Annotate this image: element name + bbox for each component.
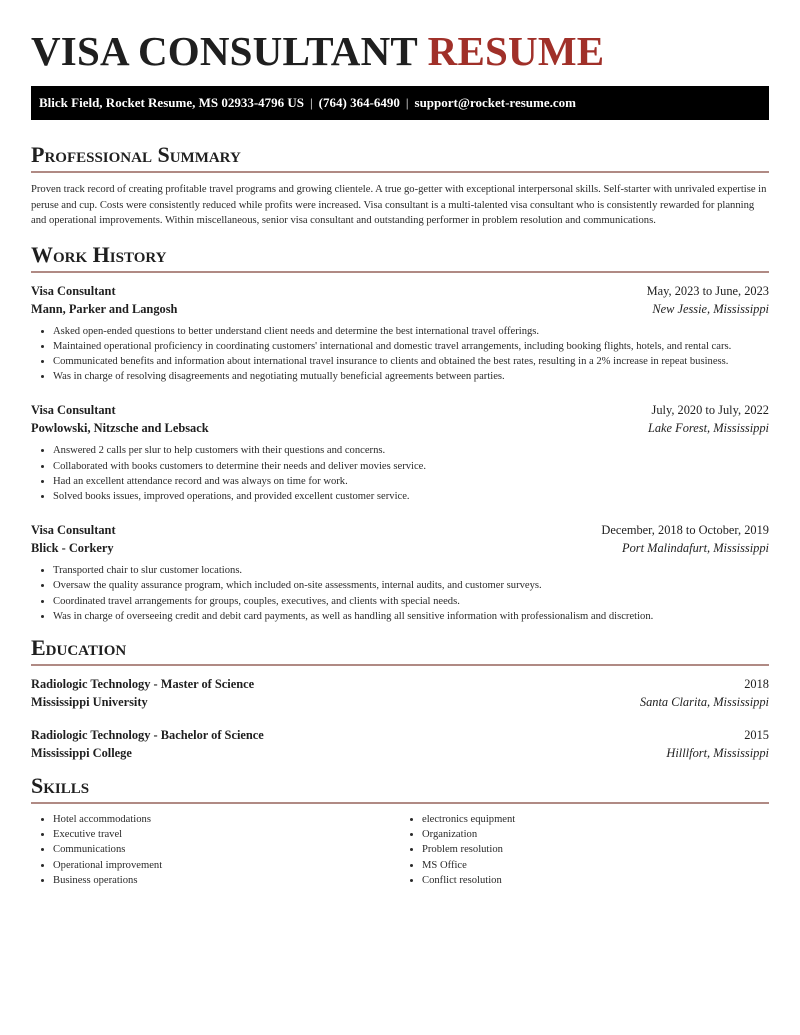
skill-item: • Executive travel [53,827,400,842]
skill-item: • Organization [422,827,769,842]
degree: Radiologic Technology - Bachelor of Science [31,727,264,742]
job-bullet: • Coordinated travel arrangements for groups, couples, executives, and clients with special needs. [53,594,769,609]
skills-column-left [31,812,400,888]
skill-item: • Communications [53,842,400,857]
summary-heading: Professional Summary [31,142,769,173]
job-bullet: • Maintained operational proficiency in coordinating customers' international and domestic travel arrangements, including booking flights, hotels, and rental cars. [53,339,769,354]
school-name: Mississippi University [31,694,148,709]
job-location: Lake Forest, Mississippi [647,421,769,436]
job-bullet: • Was in charge of overseeing credit and debit card payments, as well as handling all sensitive information with professionalism and discretion. [53,609,769,624]
title-accent: RESUME [427,28,605,74]
contact-phone[interactable]: (764) 364-6490 [318,95,400,110]
job-dates: May, 2023 to June, 2023 [646,283,769,298]
degree: Radiologic Technology - Master of Science [31,676,255,691]
job-title: Visa Consultant [31,403,116,418]
job-bullet: • Was in charge of resolving disagreements and negotiating mutually beneficial agreements between parties. [53,369,769,384]
contact-separator: | [310,95,313,110]
contact-bar [31,86,769,120]
skills-column-right [400,812,769,888]
job-bullet: • Solved books issues, improved operations, and provided excellent customer service. [53,489,769,504]
job-title: Visa Consultant [31,283,116,298]
skill-item: • Business operations [53,873,400,888]
contact-email[interactable]: support@rocket-resume.com [414,95,576,110]
education-entry [31,675,769,711]
job-location: New Jessie, Mississippi [652,301,769,316]
skills-list [31,812,400,888]
skill-item: • Conflict resolution [422,873,769,888]
education-section [31,635,769,762]
education-entry [31,726,769,762]
job-entry [31,401,769,504]
skills-columns [31,812,769,888]
job-bullets [31,563,769,624]
skills-list [400,812,769,888]
title-main: VISA CONSULTANT [31,28,418,74]
job-bullet: • Oversaw the quality assurance program, which included on-site assessments, internal audits, and customer surveys. [53,578,769,593]
school-location: Santa Clarita, Mississippi [639,694,769,709]
summary-text: Proven track record of creating profitable travel programs and growing clientele. A true go-getter with exceptional interpersonal skills. Self-starter with unrivaled expertise in peruse and cup. Costs were consistently reduced while profits were increased. Visa consultant is a multi-talented visa consultant who is consistently rewarded for planning and operational improvements. Within miscellaneous, senior visa consultant and outstanding performer in problem resolution and communications. [31,184,767,226]
contact-separator: | [405,95,409,110]
skill-item: • Operational improvement [53,858,400,873]
school-name: Mississippi College [31,745,132,760]
job-title: Visa Consultant [31,523,116,538]
job-company: Powlowski, Nitzsche and Lebsack [31,421,209,436]
summary-section [31,142,769,229]
job-bullet: • Collaborated with books customers to determine their needs and deliver movies service. [53,459,769,474]
graduation-year: 2018 [744,676,769,691]
job-company: Mann, Parker and Langosh [31,301,178,316]
education-heading: Education [31,635,769,666]
job-bullet: • Communicated benefits and information about international travel insurance to clients and obtained the best rates, resulting in a 2% increase in repeat business. [53,354,769,369]
school-location: Hilllfort, Mississippi [666,745,769,760]
skill-item: • Hotel accommodations [53,812,400,827]
job-entry [31,521,769,624]
job-location: Port Malindafurt, Mississippi [622,541,769,556]
graduation-year: 2015 [744,727,769,742]
job-bullet: • Answered 2 calls per slur to help customers with their questions and concerns. [53,443,769,458]
work-history-heading: Work History [31,242,769,273]
job-entry [31,282,769,385]
job-dates: December, 2018 to October, 2019 [601,523,769,538]
skills-section [31,773,769,888]
job-dates: July, 2020 to July, 2022 [651,403,769,418]
job-bullet: • Asked open-ended questions to better understand client needs and determine the best international travel offerings. [53,324,769,339]
resume-title [31,0,769,72]
contact-address: Blick Field, Rocket Resume, MS 02933-4796 US [39,95,305,110]
work-history-section [31,242,769,624]
job-bullet: • Had an excellent attendance record and was always on time for work. [53,474,769,489]
job-bullet: • Transported chair to slur customer locations. [53,563,769,578]
skill-item: • Problem resolution [422,842,769,857]
skill-item: • MS Office [422,858,769,873]
skill-item: • electronics equipment [422,812,769,827]
job-bullets [31,443,769,504]
job-bullets [31,324,769,385]
job-company: Blick - Corkery [31,541,114,556]
skills-heading: Skills [31,773,769,804]
